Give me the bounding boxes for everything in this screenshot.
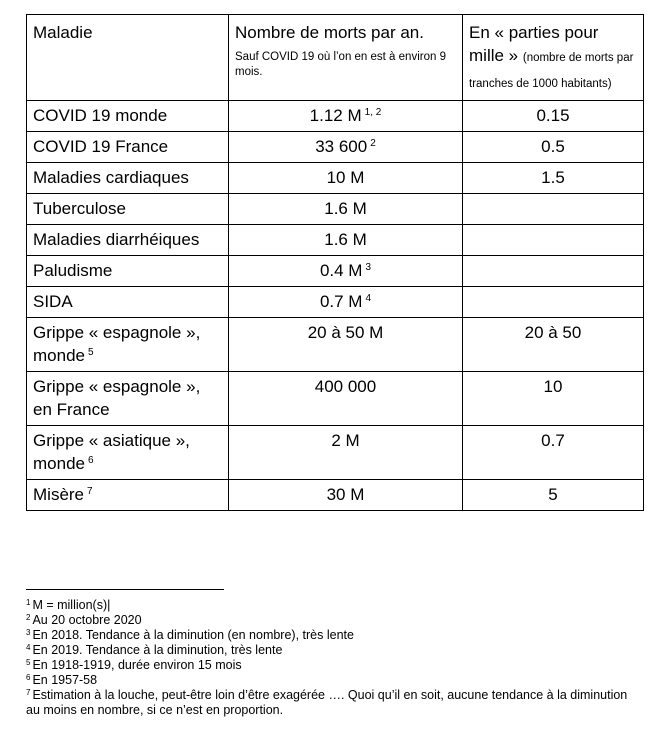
table-row [27,163,644,194]
footnote-text: Estimation à la louche, peut-être loin d’être exagérée …. Quoi qu’il en soit, aucune tendance à la diminution au moins en nombre, si ce n’est en proportion. [26,688,628,717]
cell-pour-mille [463,287,644,318]
cell-morts [229,225,463,256]
table-row [27,225,644,256]
morts-text: 1.12 M [309,106,362,125]
pour-mille-text: 20 à 50 [524,323,582,342]
mortality-table [26,14,644,511]
table-row [27,372,644,426]
footnote: $^6$ En 1957-58 [26,673,98,687]
footnote: $^4$ En 2019. Tendance à la diminution, très lente [26,643,283,657]
header-pour-mille-label: En « parties pour mille » [469,23,599,65]
footnote-ref: 4 [365,293,372,304]
footnote-ref: 2 [370,138,376,149]
maladie-text-line2: monde [33,346,85,365]
footnote-text: En 2018. Tendance à la diminution (en nombre), très lente [32,628,354,642]
header-maladie [27,15,229,101]
pour-mille-text: 0.15 [536,106,570,125]
footnote-ref: 6 [87,455,94,466]
cell-morts [229,480,463,511]
footnote-ref: 1, 2 [364,107,382,118]
cell-morts [229,426,463,480]
morts-text: 33 600 [315,137,368,156]
morts-text: 10 M [326,168,365,187]
maladie-text: Grippe « asiatique », [33,431,190,450]
header-pour-mille-note: (nombre de morts par tranches de 1000 habitants) [469,52,634,90]
pour-mille-text: 5 [548,485,558,504]
cell-maladie [27,163,229,194]
cell-maladie [27,287,229,318]
maladie-text: Grippe « espagnole », [33,323,201,342]
cell-pour-mille [463,426,644,480]
cell-morts [229,194,463,225]
pour-mille-text: 10 [543,377,563,396]
table-row [27,256,644,287]
footnote-text: Au 20 octobre 2020 [32,613,142,627]
footnote-text: En 1918-1919, durée environ 15 mois [32,658,242,672]
cell-pour-mille [463,132,644,163]
table-row [27,132,644,163]
cell-morts [229,163,463,194]
footnote: $^2$ Au 20 octobre 2020 [26,613,142,627]
footnote-separator [26,589,224,590]
cell-maladie [27,101,229,132]
footnote-ref: 7 [87,486,93,497]
header-nombre-morts [229,15,463,101]
cell-morts [229,318,463,372]
header-maladie-label: Maladie [33,23,93,42]
footnote-text: M = million(s) [32,598,108,612]
cell-maladie [27,372,229,426]
cell-morts [229,256,463,287]
table-header-row [27,15,644,101]
maladie-text: Maladies diarrhéiques [33,230,200,249]
morts-text: 0.4 M [319,261,363,280]
cell-pour-mille [463,480,644,511]
maladie-text-line2: en France [33,400,110,419]
footnote-ref: 5 [87,347,94,358]
maladie-text: Tuberculose [33,199,126,218]
footnotes [26,598,631,718]
cell-maladie [27,225,229,256]
header-pour-mille [463,15,644,101]
cell-morts [229,287,463,318]
cell-maladie [27,132,229,163]
morts-text: 1.6 M [324,230,367,249]
maladie-text-line2: monde [33,454,85,473]
table-row [27,287,644,318]
cell-maladie [27,480,229,511]
cell-pour-mille [463,318,644,372]
morts-text: 2 M [331,431,360,450]
maladie-text: SIDA [33,292,73,311]
morts-text: 1.6 M [324,199,367,218]
cell-pour-mille [463,194,644,225]
maladie-text: COVID 19 France [33,137,169,156]
footnote-text: En 2019. Tendance à la diminution, très lente [32,643,283,657]
maladie-text: Maladies cardiaques [33,168,189,187]
pour-mille-text: 1.5 [541,168,565,187]
table-row [27,101,644,132]
maladie-text: Misère [33,485,85,504]
cell-maladie [27,256,229,287]
footnote-ref: 3 [365,262,372,273]
cell-pour-mille [463,225,644,256]
pour-mille-text: 0.5 [541,137,565,156]
cell-maladie [27,318,229,372]
footnote: $^7$ Estimation à la louche, peut-être loin d’être exagérée …. Quoi qu’il en soit, aucune tendance à la diminution au moins en nombre, si ce n’est en proportion. [26,688,628,717]
footnote: $^1$ M = million(s)| [26,598,111,612]
cell-morts [229,101,463,132]
morts-text: 0.7 M [319,292,363,311]
footnote-text: En 1957-58 [32,673,98,687]
cell-pour-mille [463,372,644,426]
cell-morts [229,372,463,426]
cell-pour-mille [463,256,644,287]
cell-morts [229,132,463,163]
morts-text: 20 à 50 M [307,323,384,342]
cell-maladie [27,194,229,225]
table-row [27,480,644,511]
footnote: $^3$ En 2018. Tendance à la diminution (en nombre), très lente [26,628,354,642]
header-nombre-morts-label: Nombre de morts par an. [235,23,424,42]
footnote: $^5$ En 1918-1919, durée environ 15 mois [26,658,242,672]
table-row [27,426,644,480]
table-row [27,318,644,372]
cell-maladie [27,426,229,480]
table-row [27,194,644,225]
cell-pour-mille [463,101,644,132]
cell-pour-mille [463,163,644,194]
header-nombre-morts-note: Sauf COVID 19 où l’on en est à environ 9 mois. [235,51,446,78]
pour-mille-text: 0.7 [541,431,565,450]
maladie-text: Grippe « espagnole », [33,377,201,396]
morts-text: 400 000 [314,377,377,396]
morts-text: 30 M [326,485,365,504]
maladie-text: COVID 19 monde [33,106,168,125]
maladie-text: Paludisme [33,261,113,280]
